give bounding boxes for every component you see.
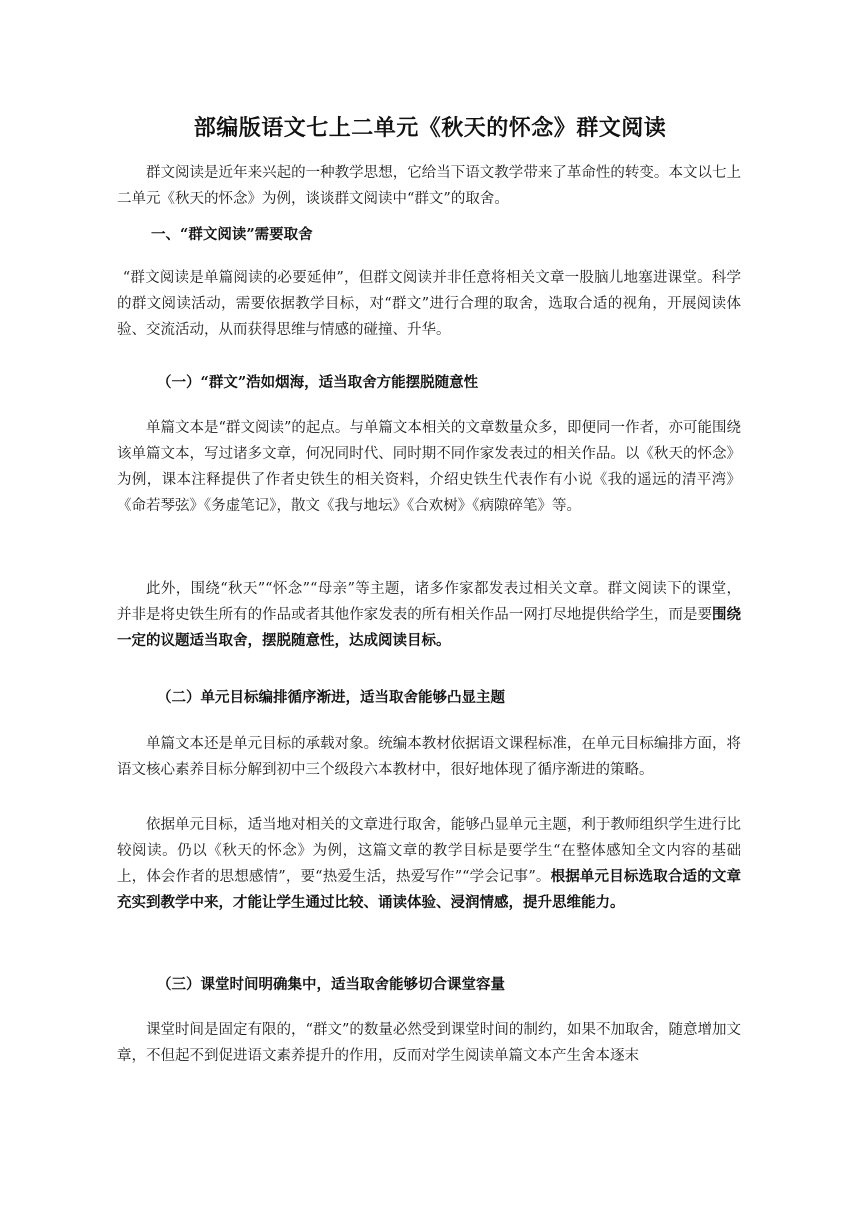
- subsection-2-paragraph-2-emphasis: 根据单元目标选取合适的文章充实到教学中来，才能让学生通过比较、诵读体验、浸润情感，提升思维能力。: [117, 868, 742, 911]
- subsection-1-paragraph-1: 单篇文本是“群文阅读”的起点。与单篇文本相关的文章数量众多，即便同一作者，亦可能围绕该单篇文本，写过诸多文章，何况同时代、同时期不同作家发表过的相关作品。以《秋天的怀念》为例，课本注释提供了作者史铁生的相关资料，介绍史铁生代表作有小说《我的遥远的清平湾》《命若琴弦》《务虚笔记》，散文《我与地坛》《合欢树》《病隙碎笔》等。: [117, 420, 741, 514]
- subsection-2-paragraph-2-text: 依据单元目标，适当地对相关的文章进行取舍，能够凸显单元主题，利于教师组织学生进行比较阅读。仍以《秋天的怀念》为例，这篇文章的教学目标是要学生“在整体感知全文内容的基础上，体会作者的思想感情”，要“热爱生活，热爱写作”“学会记事”。: [117, 817, 741, 885]
- subsection-2-paragraph-1: 单篇文本还是单元目标的承载对象。统编本教材依据语文课程标准，在单元目标编排方面，将语文核心素养目标分解到初中三个级段六本教材中，很好地体现了循序渐进的策略。: [117, 736, 741, 778]
- subsection-1-paragraph-2-emphasis: 围绕一定的议题适当取舍，摆脱随意性，达成阅读目标。: [117, 606, 741, 649]
- subsection-1-heading: （一）“群文”浩如烟海，适当取舍方能摆脱随意性: [157, 374, 479, 391]
- subsection-3-paragraph-1: 课堂时间是固定有限的，“群文”的数量必然受到课堂时间的制约，如果不加取舍，随意增加文章，不但起不到促进语文素养提升的作用，反而对学生阅读单篇文本产生舍本逐末: [117, 1022, 741, 1064]
- intro-paragraph: 群文阅读是近年来兴起的一种教学思想，它给当下语文教学带来了革命性的转变。本文以七上二单元《秋天的怀念》为例，谈谈群文阅读中“群文”的取舍。: [117, 165, 741, 207]
- subsection-1-paragraph-2: [117, 576, 741, 654]
- subsection-2-paragraph-2: [117, 812, 741, 916]
- subsection-1-paragraph-2-text: 此外，围绕“秋天”“怀念”“母亲”等主题，诸多作家都发表过相关文章。群文阅读下的课堂，并非是将史铁生所有的作品或者其他作家发表的所有相关作品一网打尽地提供给学生，而是要: [117, 581, 741, 623]
- subsection-2-heading: （二）单元目标编排循序渐进，适当取舍能够凸显主题: [157, 689, 505, 706]
- section-1-heading: 一、“群文阅读”需要取舍: [151, 226, 313, 243]
- section-1-paragraph: “群文阅读是单篇阅读的必要延伸”，但群文阅读并非任意将相关文章一股脑儿地塞进课堂。科学的群文阅读活动，需要依据教学目标，对“群文”进行合理的取舍，选取合适的视角，开展阅读体验、交流活动，从而获得思维与情感的碰撞、升华。: [117, 270, 741, 338]
- subsection-3-heading: （三）课堂时间明确集中，适当取舍能够切合课堂容量: [157, 976, 505, 993]
- document-title: 部编版语文七上二单元《秋天的怀念》群文阅读: [193, 115, 667, 141]
